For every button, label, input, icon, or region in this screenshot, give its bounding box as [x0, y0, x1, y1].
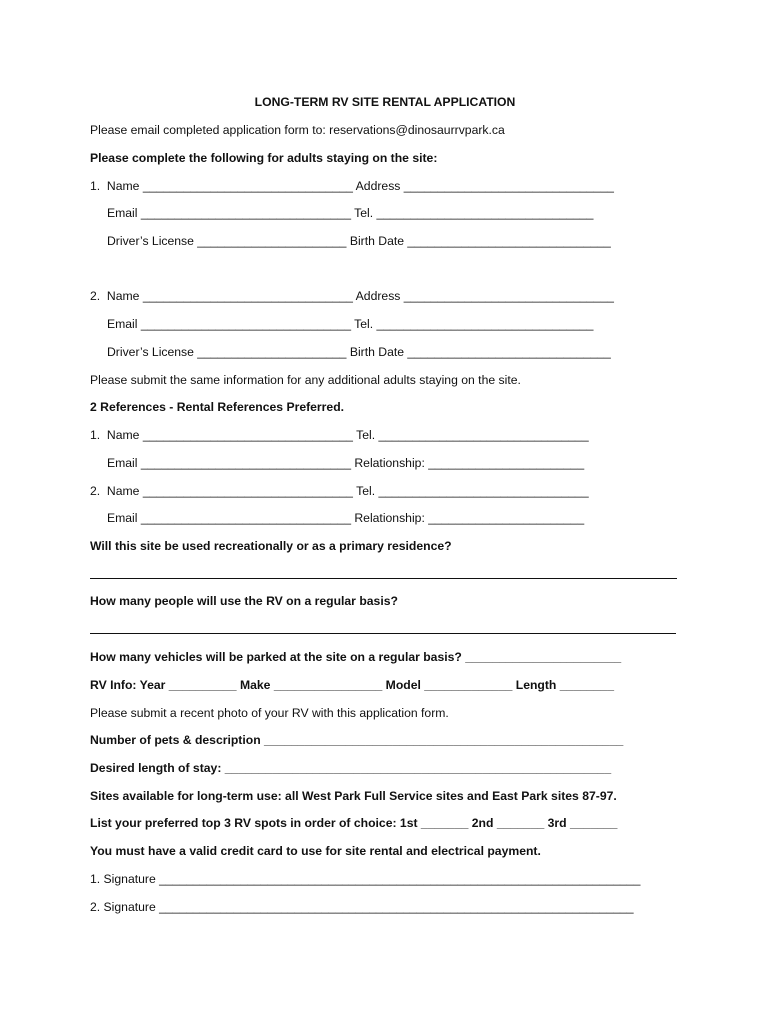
email-instruction: Please email completed application form to: reservations@dinosaurrvpark.ca — [90, 123, 505, 137]
photo-note: Please submit a recent photo of your RV with this application form. — [90, 706, 449, 720]
use-answer-field[interactable] — [90, 566, 677, 582]
form-title: LONG-TERM RV SITE RENTAL APPLICATION — [254, 95, 516, 109]
ref2-name-tel-row[interactable]: 2. Name _______________________________ Tel. _______________________________ — [90, 484, 589, 498]
ref1-email-relationship-row[interactable]: Email _______________________________ Relationship: _______________________ — [107, 456, 585, 470]
adult1-name-address-row[interactable]: 1. Name _______________________________ Address _______________________________ — [90, 179, 614, 193]
rv-info-row[interactable]: RV Info: Year __________ Make ________________ Model _____________ Length ________ — [90, 678, 614, 692]
credit-card-note: You must have a valid credit card to use for site rental and electrical payment. — [90, 844, 541, 858]
length-of-stay-row[interactable]: Desired length of stay: _________________________________________________________ — [90, 761, 612, 775]
adult1-license-birthdate-row[interactable]: Driver’s License ______________________ Birth Date ______________________________ — [107, 234, 611, 248]
people-answer-field[interactable] — [90, 621, 676, 637]
signature-1-row[interactable]: 1. Signature _______________________________________________________________________ — [90, 872, 641, 886]
people-question: How many people will use the RV on a regular basis? — [90, 594, 398, 608]
signature-2-row[interactable]: 2. Signature ______________________________________________________________________ — [90, 900, 634, 914]
pets-row[interactable]: Number of pets & description _____________________________________________________ — [90, 733, 624, 747]
sites-available-note: Sites available for long-term use: all West Park Full Service sites and East Park sites 87-97. — [90, 789, 617, 803]
adult1-email-tel-row[interactable]: Email _______________________________ Tel. ________________________________ — [107, 206, 594, 220]
adults-heading: Please complete the following for adults staying on the site: — [90, 151, 438, 165]
ref2-email-relationship-row[interactable]: Email _______________________________ Relationship: _______________________ — [107, 511, 585, 525]
references-heading: 2 References - Rental References Preferred. — [90, 400, 345, 414]
adult2-name-address-row[interactable]: 2. Name _______________________________ Address _______________________________ — [90, 289, 614, 303]
ref1-name-tel-row[interactable]: 1. Name _______________________________ Tel. _______________________________ — [90, 428, 589, 442]
vehicles-question[interactable]: How many vehicles will be parked at the site on a regular basis? _______________________ — [90, 650, 622, 664]
adult2-email-tel-row[interactable]: Email _______________________________ Tel. ________________________________ — [107, 317, 594, 331]
use-question: Will this site be used recreationally or as a primary residence? — [90, 539, 452, 553]
preferred-spots-row[interactable]: List your preferred top 3 RV spots in order of choice: 1st _______ 2nd _______ 3rd _______ — [90, 816, 618, 830]
adult2-license-birthdate-row[interactable]: Driver’s License ______________________ Birth Date ______________________________ — [107, 345, 611, 359]
additional-adults-note: Please submit the same information for any additional adults staying on the site. — [90, 373, 521, 387]
